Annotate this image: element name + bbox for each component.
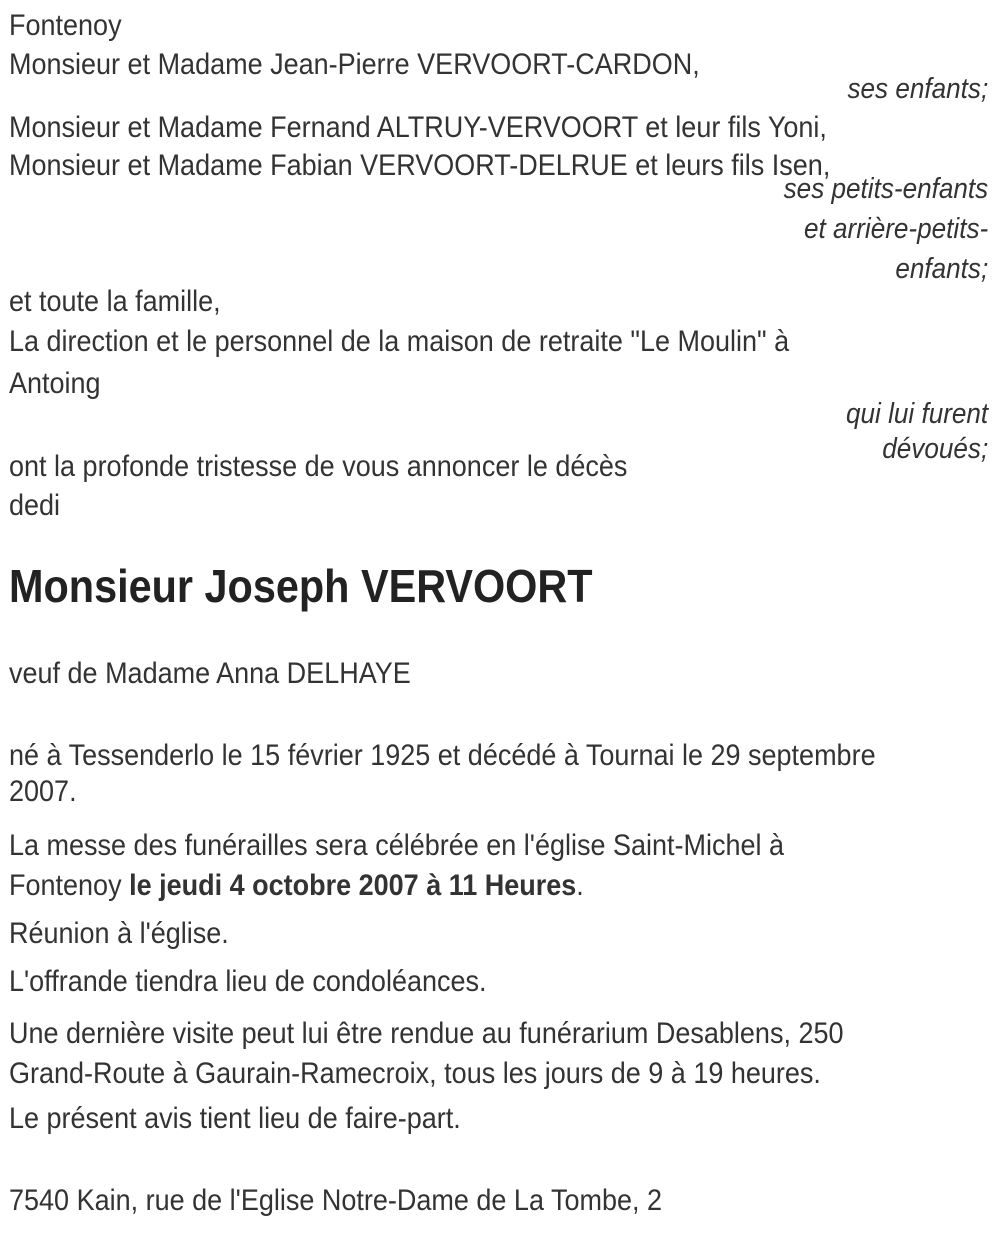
staff-line-2: Antoing xyxy=(9,367,101,400)
attribution-grandchildren-line-3: enfants; xyxy=(895,253,989,285)
family-rest-line: et toute la famille, xyxy=(9,285,221,318)
notice-line: Le présent avis tient lieu de faire-part. xyxy=(9,1102,461,1135)
family-line-children-1: Monsieur et Madame Jean-Pierre VERVOORT-CARDON, xyxy=(9,48,700,81)
offering-line: L'offrande tiendra lieu de condoléances. xyxy=(9,965,487,998)
family-line-children-2: Monsieur et Madame Fernand ALTRUY-VERVOORT et leur fils Yoni, xyxy=(9,111,827,144)
birth-death-line-2: 2007. xyxy=(9,775,77,808)
mass-date-line xyxy=(9,867,988,905)
widower-line: veuf de Madame Anna DELHAYE xyxy=(9,657,411,690)
attribution-devoted-line-2: dévoués; xyxy=(882,433,989,465)
mass-date-bold: le jeudi 4 octobre 2007 à 11 Heures xyxy=(129,869,577,902)
attribution-grandchildren-line-1: ses petits-enfants xyxy=(783,173,989,205)
sadness-line: ont la profonde tristesse de vous annoncer le décès xyxy=(9,450,628,483)
dedication-line: dedi xyxy=(9,489,61,522)
family-line-children-3: Monsieur et Madame Fabian VERVOORT-DELRUE et leurs fils Isen, xyxy=(9,149,831,182)
meeting-line: Réunion à l'église. xyxy=(9,917,229,950)
attribution-children: ses enfants; xyxy=(847,73,989,105)
address-line: 7540 Kain, rue de l'Eglise Notre-Dame de La Tombe, 2 xyxy=(9,1184,663,1217)
mass-line-1: La messe des funérailles sera célébrée en l'église Saint-Michel à xyxy=(9,829,785,862)
mass-date-prefix: Fontenoy xyxy=(9,869,130,902)
staff-line-1: La direction et le personnel de la maison de retraite "Le Moulin" à xyxy=(9,325,790,358)
birth-death-line-1: né à Tessenderlo le 15 février 1925 et décédé à Tournai le 29 septembre xyxy=(9,739,876,772)
attribution-grandchildren xyxy=(9,169,988,289)
deceased-name-heading: Monsieur Joseph VERVOORT xyxy=(9,560,593,612)
mass-date-suffix: . xyxy=(576,869,584,902)
attribution-grandchildren-line-2: et arrière-petits- xyxy=(803,213,989,245)
visit-line-1: Une dernière visite peut lui être rendue au funérarium Desablens, 250 xyxy=(9,1017,844,1050)
visit-line-2: Grand-Route à Gaurain-Ramecroix, tous les jours de 9 à 19 heures. xyxy=(9,1057,821,1090)
city-line: Fontenoy xyxy=(9,9,122,42)
attribution-devoted-line-1: qui lui furent xyxy=(846,398,989,430)
